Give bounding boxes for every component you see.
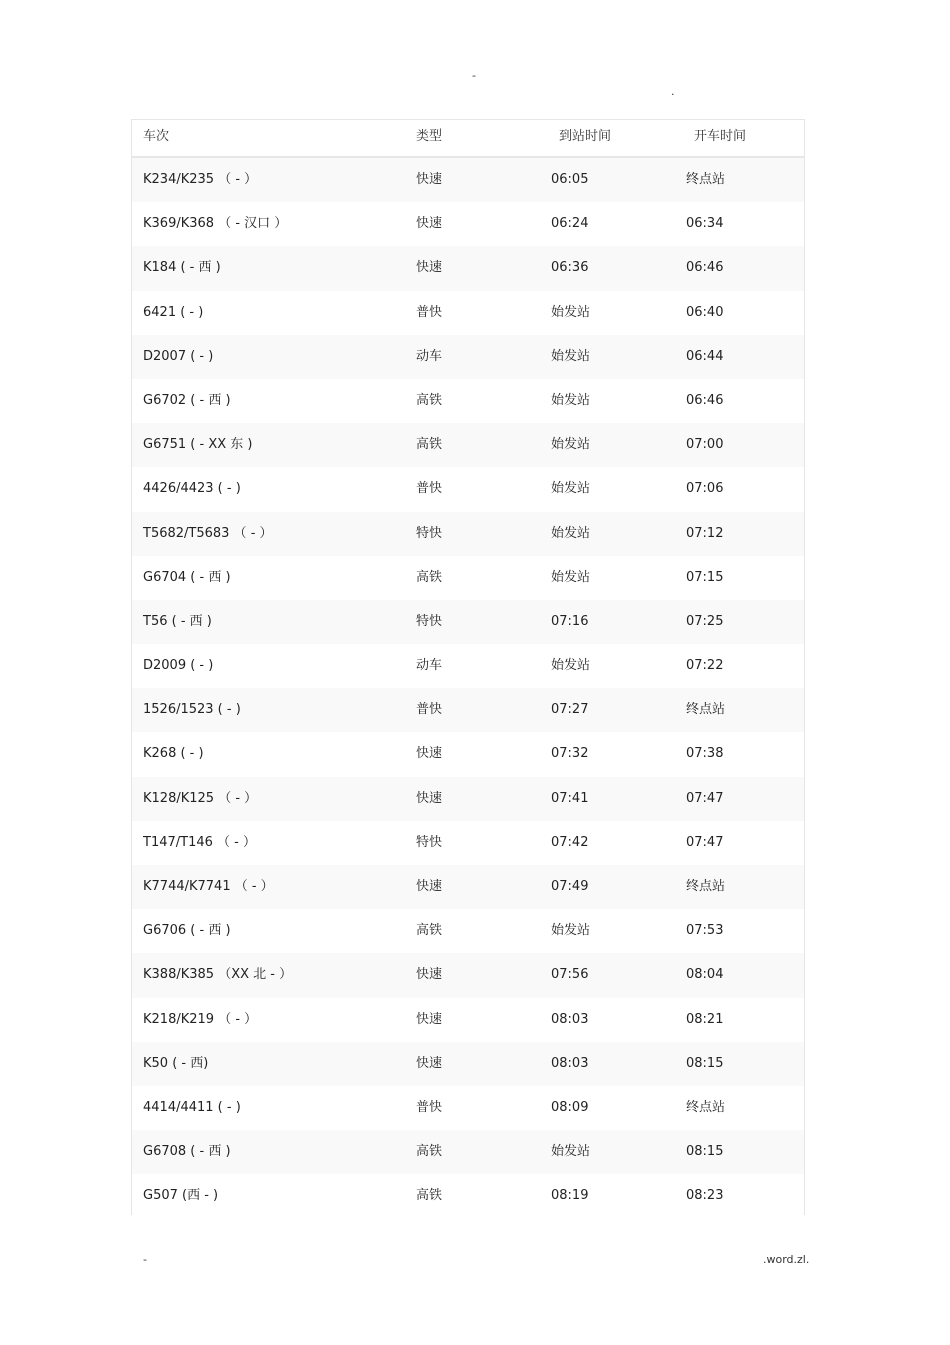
cell-type: 普快 bbox=[416, 702, 443, 718]
cell-arrival-time: 07:27 bbox=[551, 702, 589, 718]
cell-departure-time: 08:04 bbox=[686, 967, 724, 983]
cell-train-number: 4426/4423 ( - ) bbox=[143, 481, 241, 497]
cell-train-number: K369/K368 （ - 汉口 ） bbox=[143, 216, 288, 232]
cell-type: 快速 bbox=[416, 216, 443, 232]
cell-departure-time: 终点站 bbox=[686, 172, 726, 187]
cell-arrival-time: 始发站 bbox=[551, 923, 591, 939]
table-row bbox=[132, 688, 804, 732]
cell-type: 高铁 bbox=[416, 569, 443, 585]
table-row bbox=[132, 732, 804, 776]
header-type: 类型 bbox=[416, 129, 443, 144]
cell-train-number: D2009 ( - ) bbox=[143, 658, 214, 674]
cell-departure-time: 07:47 bbox=[686, 834, 724, 850]
header-departure-time: 开车时间 bbox=[694, 129, 747, 144]
table-row bbox=[132, 600, 804, 644]
table-row bbox=[132, 1042, 804, 1086]
cell-departure-time: 07:22 bbox=[686, 658, 724, 674]
cell-departure-time: 07:06 bbox=[686, 481, 724, 497]
cell-arrival-time: 06:36 bbox=[551, 260, 589, 276]
table-row bbox=[132, 953, 804, 997]
cell-departure-time: 08:15 bbox=[686, 1144, 724, 1160]
cell-train-number: 1526/1523 ( - ) bbox=[143, 702, 241, 718]
cell-type: 特快 bbox=[416, 613, 443, 629]
cell-arrival-time: 08:03 bbox=[551, 1011, 589, 1027]
cell-type: 普快 bbox=[416, 304, 443, 320]
cell-departure-time: 07:47 bbox=[686, 790, 724, 806]
cell-type: 动车 bbox=[416, 658, 443, 674]
cell-type: 高铁 bbox=[416, 1144, 443, 1160]
cell-train-number: 4414/4411 ( - ) bbox=[143, 1099, 241, 1115]
cell-arrival-time: 06:24 bbox=[551, 216, 589, 232]
cell-departure-time: 07:38 bbox=[686, 746, 724, 762]
table-row bbox=[132, 909, 804, 953]
top-center-mark: - bbox=[472, 69, 476, 82]
table-row bbox=[132, 777, 804, 821]
cell-departure-time: 06:46 bbox=[686, 260, 724, 276]
header-arrival-time: 到站时间 bbox=[559, 129, 612, 144]
footer-left-mark: - bbox=[143, 1253, 147, 1266]
cell-departure-time: 07:15 bbox=[686, 569, 724, 585]
cell-arrival-time: 07:42 bbox=[551, 834, 589, 850]
table-row bbox=[132, 998, 804, 1042]
cell-departure-time: 07:00 bbox=[686, 437, 724, 453]
cell-departure-time: 终点站 bbox=[686, 1099, 726, 1115]
cell-departure-time: 终点站 bbox=[686, 702, 726, 718]
cell-arrival-time: 08:09 bbox=[551, 1099, 589, 1115]
cell-departure-time: 08:21 bbox=[686, 1011, 724, 1027]
cell-train-number: T147/T146 （ - ） bbox=[143, 834, 256, 850]
cell-arrival-time: 07:41 bbox=[551, 790, 589, 806]
table-header bbox=[132, 119, 804, 158]
cell-train-number: K7744/K7741 （ - ） bbox=[143, 879, 274, 894]
table-row bbox=[132, 556, 804, 600]
table-row bbox=[132, 1130, 804, 1174]
cell-arrival-time: 始发站 bbox=[551, 392, 591, 408]
table-row bbox=[132, 512, 804, 556]
cell-type: 快速 bbox=[416, 746, 443, 762]
cell-arrival-time: 始发站 bbox=[551, 525, 591, 541]
table-row bbox=[132, 423, 804, 467]
cell-train-number: D2007 ( - ) bbox=[143, 348, 214, 364]
cell-train-number: G507 (西 - ) bbox=[143, 1188, 219, 1204]
cell-type: 快速 bbox=[416, 260, 443, 276]
cell-type: 高铁 bbox=[416, 392, 443, 408]
cell-train-number: K50 ( - 西) bbox=[143, 1055, 209, 1071]
cell-arrival-time: 始发站 bbox=[551, 437, 591, 453]
table-row bbox=[132, 246, 804, 290]
cell-arrival-time: 07:56 bbox=[551, 967, 589, 983]
cell-type: 快速 bbox=[416, 879, 443, 894]
cell-departure-time: 终点站 bbox=[686, 879, 726, 894]
cell-arrival-time: 始发站 bbox=[551, 1144, 591, 1160]
cell-train-number: T56 ( - 西 ) bbox=[143, 613, 212, 629]
cell-departure-time: 07:53 bbox=[686, 923, 724, 939]
cell-departure-time: 08:23 bbox=[686, 1188, 724, 1204]
cell-departure-time: 06:40 bbox=[686, 304, 724, 320]
table-row bbox=[132, 1174, 804, 1215]
cell-type: 快速 bbox=[416, 1011, 443, 1027]
table-body bbox=[132, 158, 804, 1215]
cell-arrival-time: 始发站 bbox=[551, 569, 591, 585]
table-row bbox=[132, 865, 804, 909]
cell-type: 高铁 bbox=[416, 437, 443, 453]
footer-right-mark: .word.zl. bbox=[763, 1253, 810, 1266]
cell-type: 特快 bbox=[416, 834, 443, 850]
table-row bbox=[132, 644, 804, 688]
train-schedule-table bbox=[131, 119, 805, 1215]
cell-departure-time: 07:25 bbox=[686, 613, 724, 629]
table-row bbox=[132, 1086, 804, 1130]
table-row bbox=[132, 335, 804, 379]
cell-arrival-time: 始发站 bbox=[551, 304, 591, 320]
cell-train-number: G6751 ( - XX 东 ) bbox=[143, 437, 253, 453]
cell-arrival-time: 07:49 bbox=[551, 879, 589, 894]
table-row bbox=[132, 467, 804, 511]
cell-arrival-time: 始发站 bbox=[551, 481, 591, 497]
table-row bbox=[132, 291, 804, 335]
cell-arrival-time: 始发站 bbox=[551, 658, 591, 674]
cell-train-number: K128/K125 （ - ） bbox=[143, 790, 258, 806]
cell-train-number: K268 ( - ) bbox=[143, 746, 204, 762]
table-row bbox=[132, 158, 804, 202]
cell-train-number: K184 ( - 西 ) bbox=[143, 260, 221, 276]
cell-train-number: T5682/T5683 （ - ） bbox=[143, 525, 273, 541]
cell-arrival-time: 08:03 bbox=[551, 1055, 589, 1071]
cell-departure-time: 08:15 bbox=[686, 1055, 724, 1071]
cell-type: 特快 bbox=[416, 525, 443, 541]
cell-train-number: K234/K235 （ - ） bbox=[143, 172, 258, 187]
cell-departure-time: 06:34 bbox=[686, 216, 724, 232]
cell-departure-time: 06:46 bbox=[686, 392, 724, 408]
cell-type: 普快 bbox=[416, 1099, 443, 1115]
cell-train-number: 6421 ( - ) bbox=[143, 304, 204, 320]
top-right-mark: . bbox=[671, 85, 675, 98]
table-row bbox=[132, 821, 804, 865]
cell-type: 快速 bbox=[416, 172, 443, 187]
cell-departure-time: 07:12 bbox=[686, 525, 724, 541]
cell-train-number: G6706 ( - 西 ) bbox=[143, 923, 231, 939]
cell-arrival-time: 始发站 bbox=[551, 348, 591, 364]
cell-train-number: G6702 ( - 西 ) bbox=[143, 392, 231, 408]
cell-arrival-time: 07:16 bbox=[551, 613, 589, 629]
cell-departure-time: 06:44 bbox=[686, 348, 724, 364]
cell-train-number: K218/K219 （ - ） bbox=[143, 1011, 258, 1027]
cell-type: 快速 bbox=[416, 790, 443, 806]
cell-arrival-time: 06:05 bbox=[551, 172, 589, 187]
cell-type: 高铁 bbox=[416, 1188, 443, 1204]
cell-train-number: K388/K385 （XX 北 - ） bbox=[143, 967, 293, 983]
header-train-number: 车次 bbox=[143, 129, 170, 144]
cell-type: 高铁 bbox=[416, 923, 443, 939]
cell-type: 快速 bbox=[416, 1055, 443, 1071]
table-row bbox=[132, 202, 804, 246]
cell-arrival-time: 08:19 bbox=[551, 1188, 589, 1204]
cell-train-number: G6708 ( - 西 ) bbox=[143, 1144, 231, 1160]
cell-type: 普快 bbox=[416, 481, 443, 497]
cell-type: 动车 bbox=[416, 348, 443, 364]
cell-arrival-time: 07:32 bbox=[551, 746, 589, 762]
table-row bbox=[132, 379, 804, 423]
cell-type: 快速 bbox=[416, 967, 443, 983]
cell-train-number: G6704 ( - 西 ) bbox=[143, 569, 231, 585]
